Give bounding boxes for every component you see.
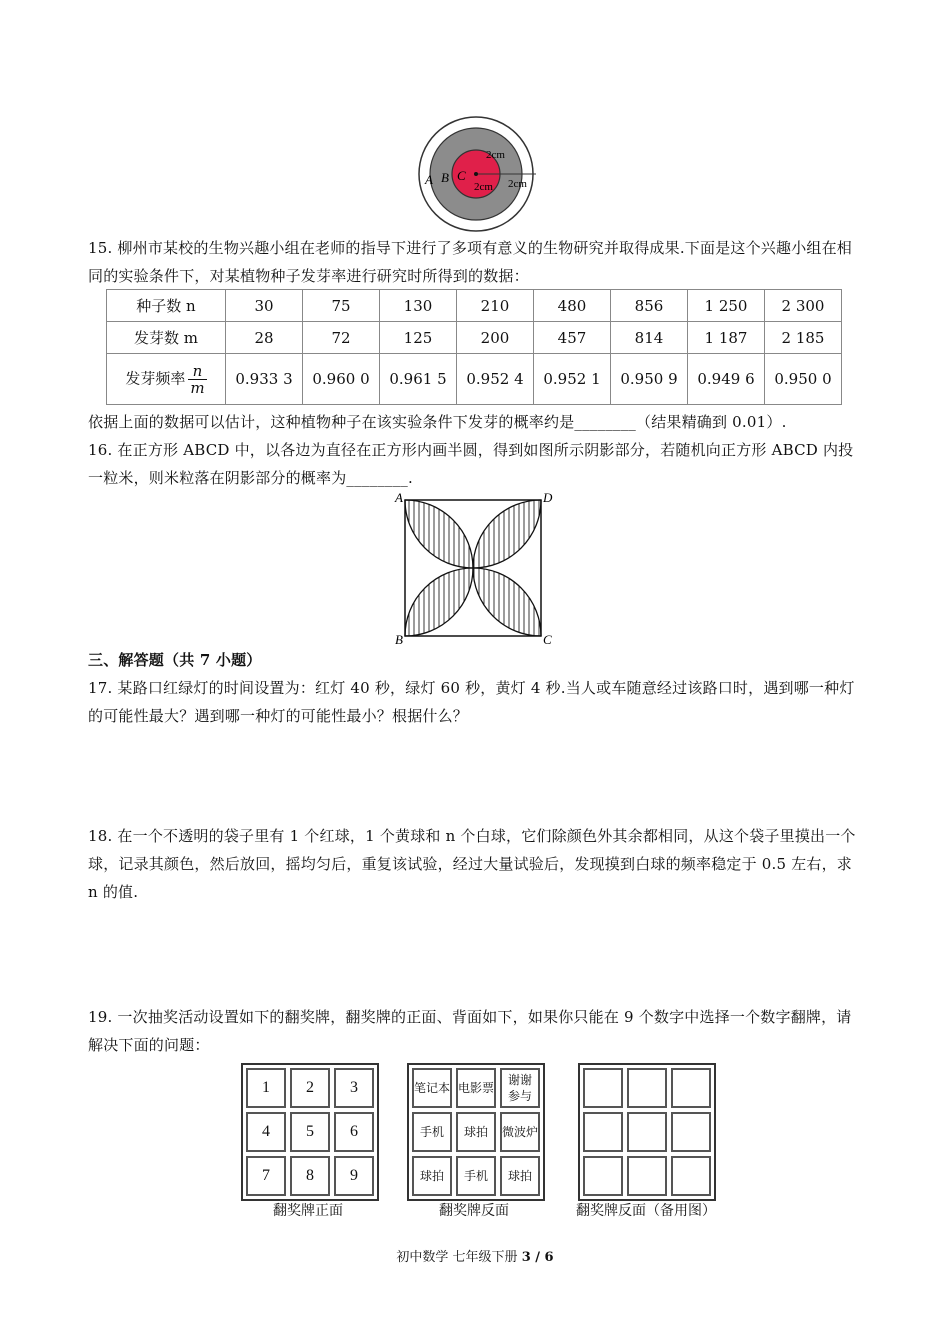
card-back-cell: 电影票 — [456, 1068, 496, 1108]
card-spare-cell — [627, 1068, 667, 1108]
card-back-cell: 谢谢参与 — [500, 1068, 540, 1108]
section-heading: 三、解答题（共 7 小题） — [88, 651, 262, 669]
vertex-d: D — [543, 490, 553, 505]
table-cell: 0.961 5 — [380, 354, 457, 405]
card-front-cell: 4 — [246, 1112, 286, 1152]
card-front-cell: 2 — [290, 1068, 330, 1108]
card-front-grid — [241, 1063, 379, 1201]
footer-text: 初中数学 七年级下册 — [396, 1250, 522, 1265]
page-number: 3 / 6 — [521, 1250, 554, 1265]
page-footer — [0, 1246, 950, 1265]
question-19-text: 19. 一次抽奖活动设置如下的翻奖牌，翻奖牌的正面、背面如下，如果你只能在 9 个数字中选择一个数字翻牌，请解决下面的问题： — [88, 1008, 852, 1054]
table-cell: 72 — [303, 322, 380, 354]
card-back-cell: 笔记本 — [412, 1068, 452, 1108]
square-semicircles-figure — [392, 488, 562, 648]
label-2cm-right: 2cm — [508, 178, 527, 190]
card-spare-cell — [671, 1112, 711, 1152]
table-cell: 0.952 4 — [457, 354, 534, 405]
fraction-n-over-m — [188, 363, 206, 396]
table-cell: 1 250 — [688, 290, 765, 322]
table-row-sprouts — [107, 322, 842, 354]
table-row-frequency — [107, 354, 842, 405]
card-back-cell: 球拍 — [456, 1112, 496, 1152]
card-spare-cell — [627, 1156, 667, 1196]
label-c: C — [457, 168, 466, 183]
question-15-text: 15. 柳州市某校的生物兴趣小组在老师的指导下进行了多项有意义的生物研究并取得成果.下面是这个兴趣小组在相同的实验条件下，对某植物种子发芽率进行研究时所得到的数据： — [88, 239, 852, 285]
center-dot — [474, 172, 478, 176]
label-2cm-center: 2cm — [474, 181, 493, 193]
caption-front: 翻奖牌正面 — [273, 1203, 343, 1219]
table-cell: 210 — [457, 290, 534, 322]
table-cell: 0.960 0 — [303, 354, 380, 405]
card-front-cell: 1 — [246, 1068, 286, 1108]
card-back-cell: 球拍 — [412, 1156, 452, 1196]
table-cell: 856 — [611, 290, 688, 322]
card-spare-cell — [627, 1112, 667, 1152]
row-label-seeds: 种子数 n — [107, 290, 226, 322]
label-a: A — [425, 172, 433, 187]
table-cell: 0.950 9 — [611, 354, 688, 405]
table-cell: 0.950 0 — [765, 354, 842, 405]
table-cell: 125 — [380, 322, 457, 354]
table-cell: 2 300 — [765, 290, 842, 322]
card-back-cell: 手机 — [456, 1156, 496, 1196]
card-front-cell: 6 — [334, 1112, 374, 1152]
row-label-sprouts: 发芽数 m — [107, 322, 226, 354]
card-front-cell: 8 — [290, 1156, 330, 1196]
table-row-seeds — [107, 290, 842, 322]
table-cell: 814 — [611, 322, 688, 354]
table-cell: 0.952 1 — [534, 354, 611, 405]
card-front-cell: 3 — [334, 1068, 374, 1108]
card-back-cell: 球拍 — [500, 1156, 540, 1196]
frequency-label-text: 发芽频率 — [125, 369, 186, 387]
germination-table — [106, 289, 842, 405]
question-16-text: 16. 在正方形 ABCD 中，以各边为直径在正方形内画半圆，得到如图所示阴影部分，若随机向正方形 ABCD 内投一粒米，则米粒落在阴影部分的概率为________. — [88, 441, 854, 487]
card-front-cell: 5 — [290, 1112, 330, 1152]
table-cell: 2 185 — [765, 322, 842, 354]
table-cell: 480 — [534, 290, 611, 322]
row-label-frequency — [107, 354, 226, 405]
table-cell: 30 — [226, 290, 303, 322]
vertex-a: A — [395, 490, 403, 505]
table-cell: 0.933 3 — [226, 354, 303, 405]
question-18-text: 18. 在一个不透明的袋子里有 1 个红球，1 个黄球和 n 个白球，它们除颜色外其余都相同，从这个袋子里摸出一个球，记录其颜色，然后放回，摇均匀后，重复该试验，经过大量试验后，发现摸到白球的频率稳定于 0.5 左右，求 n 的值. — [88, 827, 856, 901]
table-cell: 1 187 — [688, 322, 765, 354]
table-cell: 130 — [380, 290, 457, 322]
card-back-cell: 手机 — [412, 1112, 452, 1152]
table-cell: 75 — [303, 290, 380, 322]
table-cell: 0.949 6 — [688, 354, 765, 405]
fraction-numerator: n — [188, 363, 206, 380]
card-front-cell: 9 — [334, 1156, 374, 1196]
label-b: B — [441, 170, 449, 185]
card-spare-grid — [578, 1063, 716, 1201]
vertex-c: C — [543, 632, 552, 647]
concentric-circles-figure — [412, 112, 542, 237]
label-2cm-top: 2cm — [486, 149, 505, 161]
caption-back: 翻奖牌反面 — [439, 1203, 509, 1219]
fraction-denominator: m — [190, 378, 205, 397]
card-back-grid — [407, 1063, 545, 1201]
table-cell: 457 — [534, 322, 611, 354]
card-spare-cell — [583, 1156, 623, 1196]
card-spare-cell — [671, 1156, 711, 1196]
question-15-followup: 依据上面的数据可以估计，这种植物种子在该实验条件下发芽的概率约是________（结果精确到 0.01）. — [88, 413, 787, 431]
table-cell: 28 — [226, 322, 303, 354]
card-spare-cell — [583, 1112, 623, 1152]
caption-spare: 翻奖牌反面（备用图） — [576, 1203, 716, 1219]
card-front-cell: 7 — [246, 1156, 286, 1196]
card-back-cell: 微波炉 — [500, 1112, 540, 1152]
card-spare-cell — [671, 1068, 711, 1108]
table-cell: 200 — [457, 322, 534, 354]
vertex-b: B — [395, 632, 403, 647]
question-17-text: 17. 某路口红绿灯的时间设置为：红灯 40 秒，绿灯 60 秒，黄灯 4 秒.当人或车随意经过该路口时，遇到哪一种灯的可能性最大？遇到哪一种灯的可能性最小？根据什么？ — [88, 679, 855, 725]
card-spare-cell — [583, 1068, 623, 1108]
